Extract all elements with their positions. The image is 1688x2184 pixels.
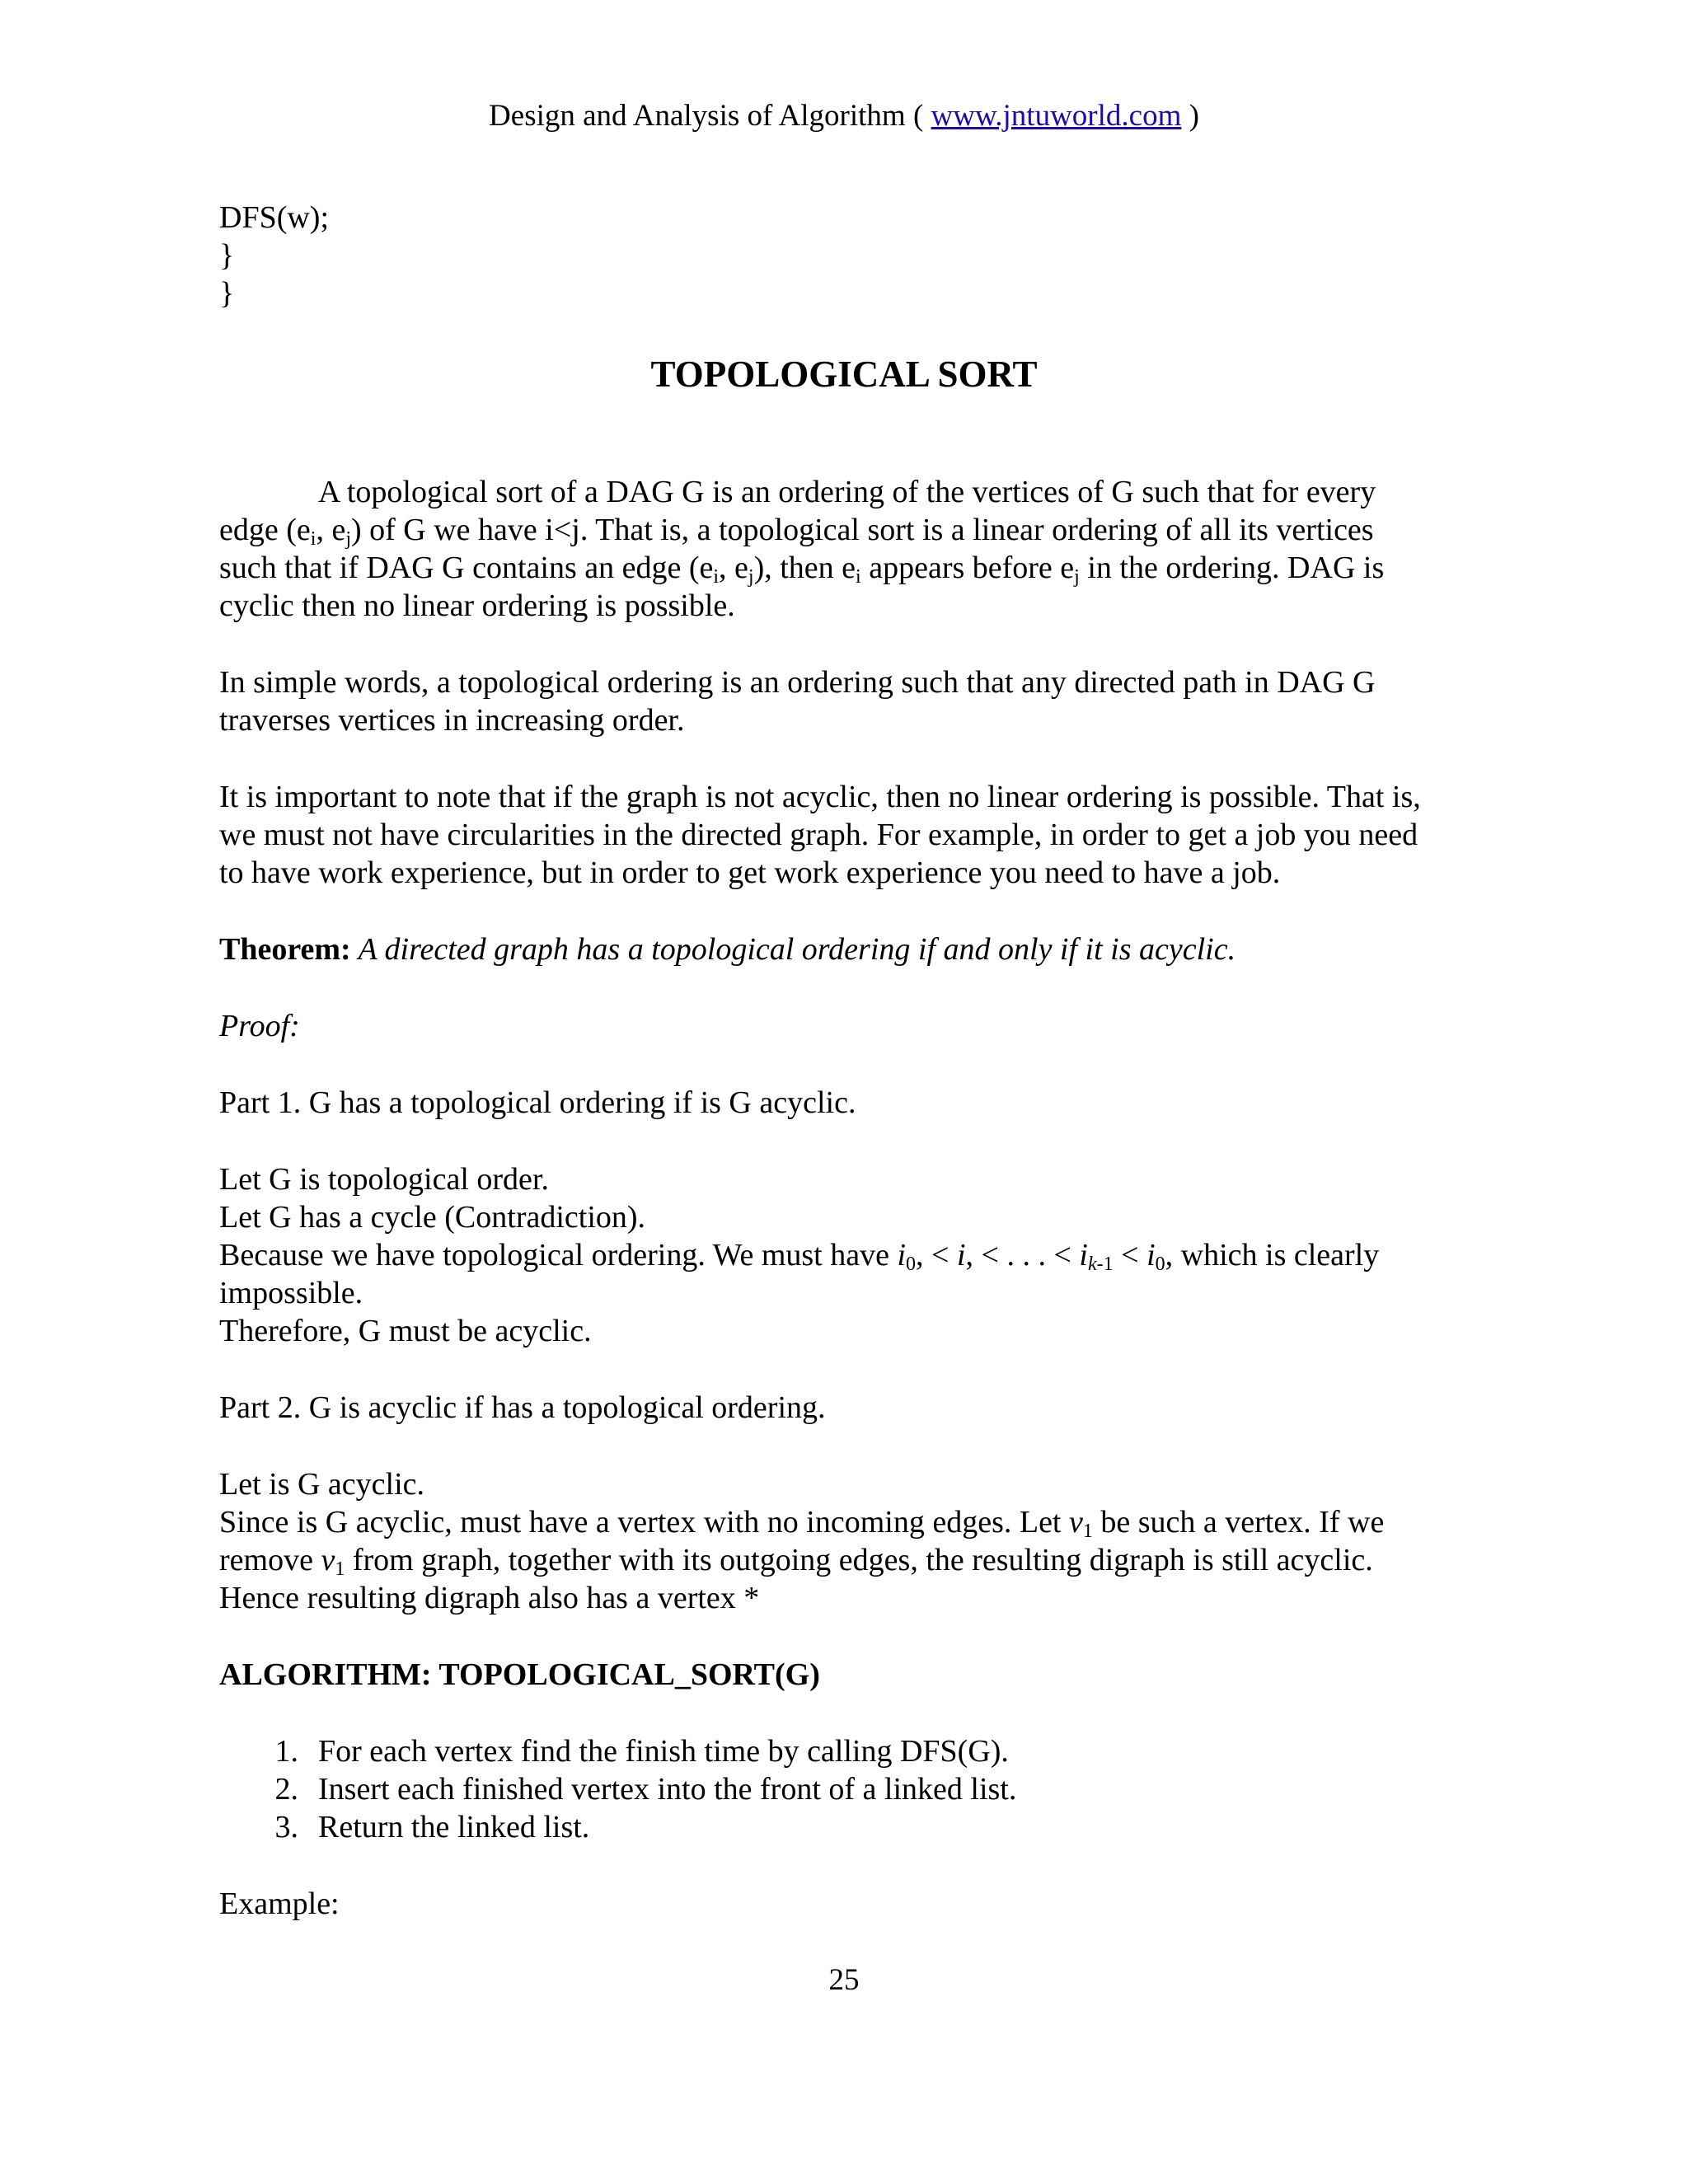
- code-line-brace-1: }: [219, 238, 235, 273]
- part2-heading: Part 2. G is acyclic if has a topological ordering.: [219, 1390, 826, 1425]
- theorem-line: [219, 930, 1236, 968]
- algorithm-step: [247, 1770, 1016, 1808]
- step-number: 2.: [274, 1772, 298, 1807]
- header-text: Design and Analysis of Algorithm (: [489, 99, 931, 133]
- part2-line-4: Hence resulting digraph also has a vertex *: [219, 1581, 760, 1615]
- part1-line-2: Let G has a cycle (Contradiction).: [219, 1200, 646, 1235]
- para1-line-4: cyclic then no linear ordering is possible.: [219, 588, 735, 623]
- para3-line-2: we must not have circularities in the directed graph. For example, in order to get a job you need: [219, 818, 1418, 852]
- para1-line-2: edge ($e_i$, $e_j$) of G we have i<j. That is, a topological sort is a linear ordering of all its vertices: [219, 513, 1374, 550]
- proof-label: Proof:: [219, 1009, 300, 1043]
- part1-line-3: Because we have topological ordering. We must have $i_0$, < i, < . . . < $i_{k-1} < i_0$, which is clearly: [219, 1238, 1380, 1275]
- code-line-dfs: DFS(w);: [219, 200, 330, 235]
- part1-line-4: impossible.: [219, 1276, 363, 1310]
- part1-line-5: Therefore, G must be acyclic.: [219, 1314, 592, 1348]
- para1-line-1: A topological sort of a DAG G is an ordering of the vertices of G such that for every: [318, 475, 1376, 509]
- part1-heading: Part 1. G has a topological ordering if is G acyclic.: [219, 1085, 856, 1120]
- step-number: 3.: [274, 1810, 298, 1844]
- page-number: 25: [828, 1963, 860, 1997]
- para3-line-3: to have work experience, but in order to get work experience you need to have a job.: [219, 855, 1281, 890]
- example-label: Example:: [219, 1886, 340, 1921]
- code-line-brace-2: }: [219, 276, 235, 311]
- algorithm-step: [247, 1732, 1009, 1770]
- step-text: Return the linked list.: [318, 1810, 590, 1844]
- para1-line-3: such that if DAG G contains an edge ($e_i$, $e_j$), then $e_i$ appears before $e_j$ in the ordering. DAG is: [219, 551, 1385, 588]
- para2-line-1: In simple words, a topological ordering is an ordering such that any directed path in DAG G: [219, 665, 1376, 700]
- part2-line-3: remove $v_1$ from graph, together with its outgoing edges, the resulting digraph is still acyclic.: [219, 1543, 1373, 1580]
- theorem-text: A directed graph has a topological ordering if and only if it is acyclic.: [350, 932, 1236, 967]
- page-header: [0, 97, 1688, 135]
- theorem-label: Theorem:: [219, 932, 351, 967]
- header-link[interactable]: www.jntuworld.com: [931, 99, 1182, 133]
- part1-line-1: Let G is topological order.: [219, 1162, 549, 1197]
- algorithm-step: [247, 1808, 589, 1846]
- section-title: TOPOLOGICAL SORT: [650, 354, 1038, 395]
- step-number: 1.: [274, 1734, 298, 1769]
- part2-line-2: Since is G acyclic, must have a vertex with no incoming edges. Let $v_1$ be such a vertex. If we: [219, 1505, 1385, 1542]
- para2-line-2: traverses vertices in increasing order.: [219, 703, 685, 738]
- para3-line-1: It is important to note that if the graph is not acyclic, then no linear ordering is possible. That is,: [219, 780, 1421, 814]
- step-text: Insert each finished vertex into the front of a linked list.: [318, 1772, 1017, 1807]
- step-text: For each vertex find the finish time by calling DFS(G).: [318, 1734, 1009, 1769]
- header-suffix: ): [1181, 99, 1199, 133]
- part2-line-1: Let is G acyclic.: [219, 1467, 425, 1502]
- algorithm-heading: ALGORITHM: TOPOLOGICAL_SORT(G): [219, 1657, 820, 1692]
